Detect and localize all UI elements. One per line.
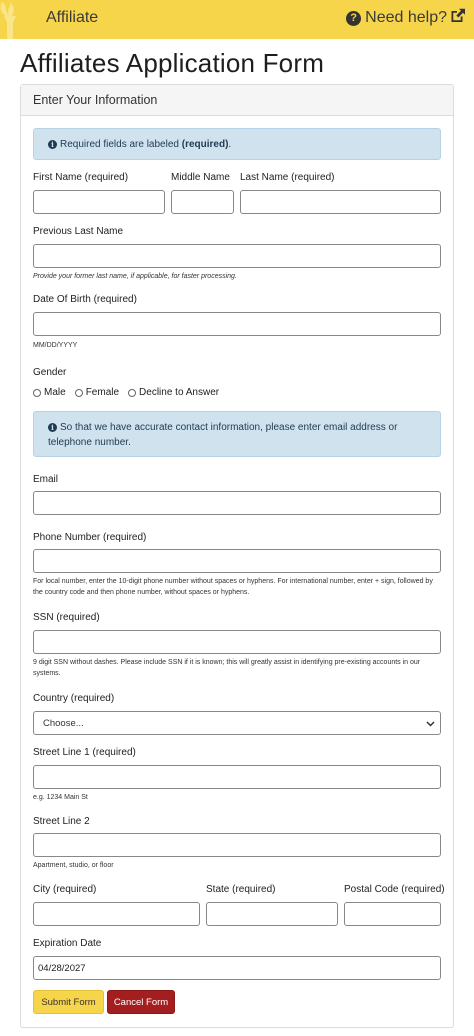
phone-label: Phone Number (required) <box>33 532 147 543</box>
chevron-down-icon <box>426 719 435 728</box>
required-alert-bold: (required) <box>181 139 229 150</box>
gender-option-male[interactable] <box>33 387 66 398</box>
street2-input[interactable] <box>33 833 441 857</box>
radio-button[interactable] <box>33 389 41 397</box>
street2-label: Street Line 2 <box>33 816 90 827</box>
radio-button[interactable] <box>75 389 83 397</box>
state-input[interactable] <box>206 902 338 926</box>
country-selected-value: Choose... <box>43 717 84 729</box>
need-help-link[interactable] <box>346 8 466 28</box>
city-label: City (required) <box>33 884 97 895</box>
first-name-label: First Name (required) <box>33 172 129 183</box>
street1-label: Street Line 1 (required) <box>33 747 136 758</box>
postal-code-label: Postal Code (required) <box>344 884 445 895</box>
email-input[interactable] <box>33 491 441 515</box>
card-header <box>21 85 453 116</box>
street2-help: Apartment, studio, or floor <box>33 862 114 869</box>
gender-option-female[interactable] <box>75 387 119 398</box>
ssn-help: 9 digit SSN without dashes. Please include SSN if it is known; this will greatly assist in identifying pre-existing accounts in our systems. <box>33 659 421 677</box>
state-label: State (required) <box>206 884 276 895</box>
submit-form-button[interactable]: Submit Form <box>33 990 104 1014</box>
info-icon: i <box>48 423 57 432</box>
gender-option-decline[interactable] <box>128 387 219 398</box>
contact-info-alert <box>33 411 441 457</box>
phone-help: For local number, enter the 10-digit phone number without spaces or hyphens. For international number, enter + sign, followed by the country code and then phone number, without spaces or hyphens. <box>33 578 433 596</box>
torch-icon <box>0 0 26 39</box>
city-input[interactable] <box>33 902 200 926</box>
email-label: Email <box>33 474 59 485</box>
need-help-label: Need help? <box>365 9 447 26</box>
dob-label: Date Of Birth (required) <box>33 294 137 305</box>
previous-last-name-help: Provide your former last name, if applicable, for faster processing. <box>33 273 237 280</box>
top-bar <box>0 0 474 39</box>
previous-last-name-input[interactable] <box>33 244 441 268</box>
dob-input[interactable] <box>33 312 441 336</box>
dob-help: MM/DD/YYYY <box>33 342 78 349</box>
contact-alert-text: So that we have accurate contact information, please enter email address or telephone number. <box>48 422 398 448</box>
previous-last-name-label: Previous Last Name <box>33 226 124 237</box>
postal-code-input[interactable] <box>344 902 441 926</box>
required-alert-suffix: . <box>228 139 232 150</box>
last-name-label: Last Name (required) <box>240 172 335 183</box>
ssn-input[interactable] <box>33 630 441 654</box>
gender-label: Gender <box>33 367 67 378</box>
expiration-date-input[interactable]: 04/28/2027 <box>33 956 441 980</box>
phone-input[interactable] <box>33 549 441 573</box>
section-title: Enter Your Information <box>33 93 158 107</box>
gender-radio-group <box>33 387 228 398</box>
country-label: Country (required) <box>33 693 115 704</box>
required-info-alert <box>33 128 441 160</box>
gender-option-label: Male <box>44 387 66 398</box>
ssn-label: SSN (required) <box>33 612 100 623</box>
required-alert-prefix: Required fields are labeled <box>60 139 182 150</box>
external-link-icon <box>450 8 466 28</box>
gender-option-label: Decline to Answer <box>139 387 220 398</box>
page-title: Affiliates Application Form <box>20 48 325 78</box>
first-name-input[interactable] <box>33 190 165 214</box>
middle-name-label: Middle Name <box>171 172 230 183</box>
middle-name-input[interactable] <box>171 190 234 214</box>
brand-name[interactable]: Affiliate <box>46 9 99 26</box>
country-select[interactable] <box>33 711 441 735</box>
gender-option-label: Female <box>85 387 120 398</box>
street1-help: e.g. 1234 Main St <box>33 794 88 801</box>
radio-button[interactable] <box>128 389 136 397</box>
question-circle-icon: ? <box>346 11 361 26</box>
info-icon: i <box>48 140 57 149</box>
expiration-date-label: Expiration Date <box>33 938 102 949</box>
street1-input[interactable] <box>33 765 441 789</box>
last-name-input[interactable] <box>240 190 441 214</box>
cancel-form-button[interactable]: Cancel Form <box>107 990 175 1014</box>
